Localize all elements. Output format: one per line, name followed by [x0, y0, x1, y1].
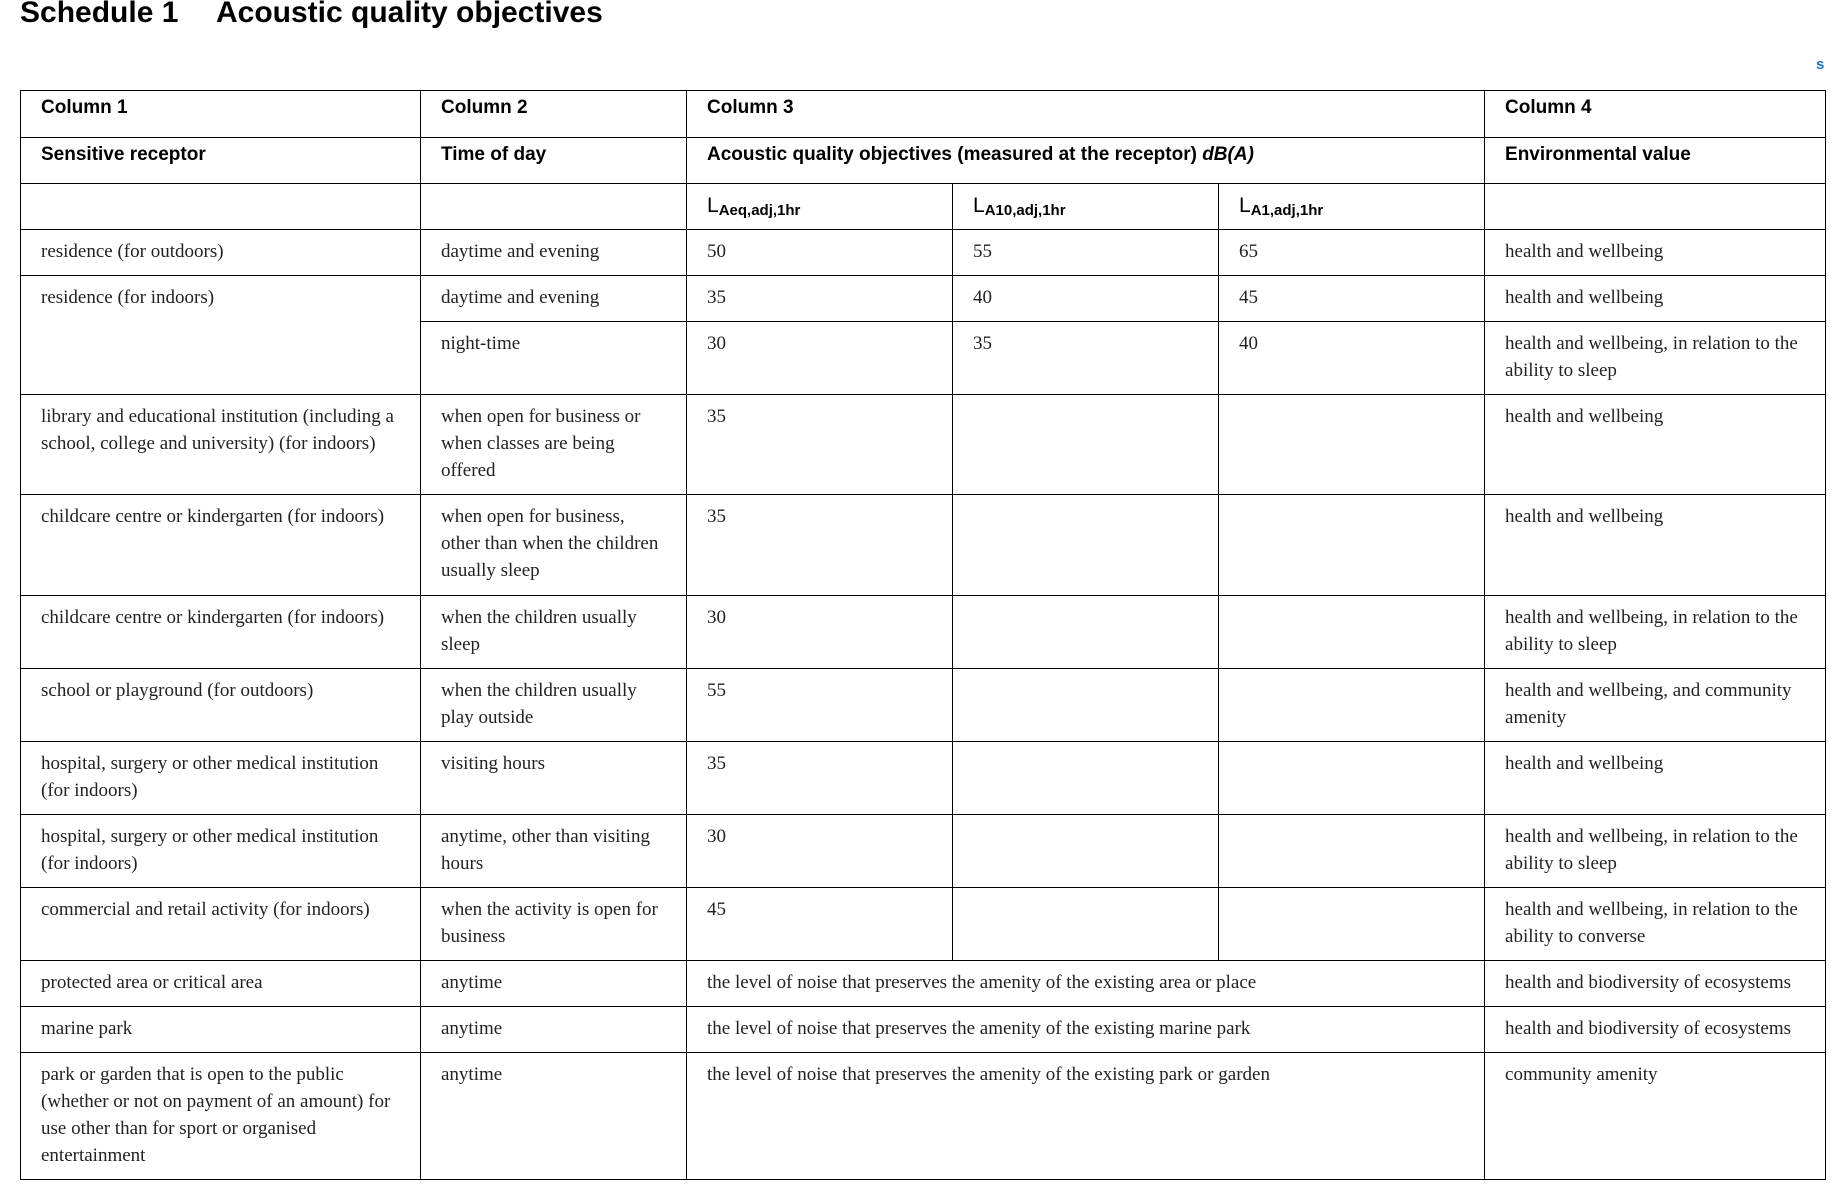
la10-cell: 35 [953, 322, 1219, 395]
column-title-row [21, 138, 1826, 184]
la10-cell [953, 815, 1219, 888]
time-cell: anytime [421, 1007, 687, 1053]
measure-row [21, 184, 1826, 230]
time-cell: when the children usually play outside [421, 669, 687, 742]
unit-label: dB(A) [1202, 144, 1254, 165]
time-cell: when open for business or when classes are being offered [421, 395, 687, 495]
laeq-cell: 35 [687, 495, 953, 596]
la1-cell [1219, 888, 1485, 961]
la1-cell [1219, 596, 1485, 669]
table-row [21, 888, 1826, 961]
column-1-header: Column 1 [21, 91, 421, 138]
value-cell: health and wellbeing [1485, 495, 1826, 596]
time-cell: visiting hours [421, 742, 687, 815]
time-cell: when open for business, other than when the children usually sleep [421, 495, 687, 596]
time-cell: daytime and evening [421, 276, 687, 322]
table-row [21, 395, 1826, 495]
page-title [20, 0, 603, 30]
la1-cell: 40 [1219, 322, 1485, 395]
table-row [21, 276, 1826, 322]
column-number-row [21, 91, 1826, 138]
la1-cell: 65 [1219, 230, 1485, 276]
sensitive-receptor-header: Sensitive receptor [21, 138, 421, 184]
receptor-cell: childcare centre or kindergarten (for indoors) [21, 495, 421, 596]
la1-cell: 45 [1219, 276, 1485, 322]
time-cell: anytime, other than visiting hours [421, 815, 687, 888]
column-2-header: Column 2 [421, 91, 687, 138]
la10-cell: 40 [953, 276, 1219, 322]
table-row [21, 742, 1826, 815]
receptor-cell: residence (for outdoors) [21, 230, 421, 276]
schedule-title: Acoustic quality objectives [216, 0, 603, 29]
value-cell: health and wellbeing, and community amenity [1485, 669, 1826, 742]
table-row [21, 961, 1826, 1007]
value-cell: health and wellbeing, in relation to the ability to sleep [1485, 322, 1826, 395]
empty-cell [421, 184, 687, 230]
value-cell: health and wellbeing, in relation to the ability to sleep [1485, 596, 1826, 669]
column-3-header: Column 3 [687, 91, 1485, 138]
la10-cell [953, 742, 1219, 815]
la10-cell [953, 888, 1219, 961]
la1-cell [1219, 395, 1485, 495]
time-cell: daytime and evening [421, 230, 687, 276]
time-cell: night-time [421, 322, 687, 395]
la1-cell [1219, 669, 1485, 742]
measure-subscript: A1,adj,1hr [1250, 202, 1324, 219]
la1-cell [1219, 742, 1485, 815]
time-cell: anytime [421, 1053, 687, 1180]
la10-cell [953, 596, 1219, 669]
acoustic-objectives-table [20, 90, 1826, 1180]
receptor-cell: library and educational institution (including a school, college and university) (for indoors) [21, 395, 421, 495]
la10-cell [953, 395, 1219, 495]
time-cell: when the children usually sleep [421, 596, 687, 669]
laeq-cell: 35 [687, 395, 953, 495]
value-cell: health and biodiversity of ecosystems [1485, 1007, 1826, 1053]
la10-cell [953, 495, 1219, 596]
la10-cell [953, 669, 1219, 742]
objective-cell: the level of noise that preserves the amenity of the existing area or place [687, 961, 1485, 1007]
la1-cell [1219, 495, 1485, 596]
environmental-value-header: Environmental value [1485, 138, 1826, 184]
objective-cell: the level of noise that preserves the amenity of the existing park or garden [687, 1053, 1485, 1180]
table-row [21, 230, 1826, 276]
receptor-cell: residence (for indoors) [21, 276, 421, 395]
value-cell: health and wellbeing [1485, 742, 1826, 815]
receptor-cell: childcare centre or kindergarten (for indoors) [21, 596, 421, 669]
value-cell: health and biodiversity of ecosystems [1485, 961, 1826, 1007]
table-row [21, 1007, 1826, 1053]
measure-la10-header [953, 184, 1219, 230]
table-row [21, 669, 1826, 742]
receptor-cell: marine park [21, 1007, 421, 1053]
table-row [21, 495, 1826, 596]
receptor-cell: school or playground (for outdoors) [21, 669, 421, 742]
laeq-cell: 55 [687, 669, 953, 742]
receptor-cell: commercial and retail activity (for indoors) [21, 888, 421, 961]
laeq-cell: 30 [687, 815, 953, 888]
measure-la1-header [1219, 184, 1485, 230]
empty-cell [21, 184, 421, 230]
laeq-cell: 35 [687, 742, 953, 815]
value-cell: health and wellbeing [1485, 395, 1826, 495]
laeq-cell: 30 [687, 322, 953, 395]
acoustic-objectives-header [687, 138, 1485, 184]
receptor-cell: park or garden that is open to the public (whether or not on payment of an amount) for use other than for sport or organised entertainment [21, 1053, 421, 1180]
table-row [21, 596, 1826, 669]
value-cell: health and wellbeing, in relation to the ability to converse [1485, 888, 1826, 961]
receptor-cell: protected area or critical area [21, 961, 421, 1007]
receptor-cell: hospital, surgery or other medical institution (for indoors) [21, 742, 421, 815]
laeq-cell: 50 [687, 230, 953, 276]
measure-laeq-header [687, 184, 953, 230]
laeq-cell: 30 [687, 596, 953, 669]
measure-symbol: L [1239, 194, 1251, 217]
table-row [21, 1053, 1826, 1180]
value-cell: health and wellbeing [1485, 230, 1826, 276]
receptor-cell: hospital, surgery or other medical institution (for indoors) [21, 815, 421, 888]
la1-cell [1219, 815, 1485, 888]
measure-symbol: L [707, 194, 719, 217]
objective-cell: the level of noise that preserves the amenity of the existing marine park [687, 1007, 1485, 1053]
value-cell: community amenity [1485, 1053, 1826, 1180]
empty-cell [1485, 184, 1826, 230]
table-row [21, 815, 1826, 888]
column-4-header: Column 4 [1485, 91, 1826, 138]
time-cell: when the activity is open for business [421, 888, 687, 961]
time-of-day-header: Time of day [421, 138, 687, 184]
measure-symbol: L [973, 194, 985, 217]
measure-subscript: A10,adj,1hr [984, 202, 1066, 219]
acoustic-objectives-text: Acoustic quality objectives (measured at the receptor) [707, 144, 1197, 165]
measure-subscript: Aeq,adj,1hr [718, 202, 801, 219]
value-cell: health and wellbeing [1485, 276, 1826, 322]
time-cell: anytime [421, 961, 687, 1007]
laeq-cell: 35 [687, 276, 953, 322]
value-cell: health and wellbeing, in relation to the ability to sleep [1485, 815, 1826, 888]
laeq-cell: 45 [687, 888, 953, 961]
la10-cell: 55 [953, 230, 1219, 276]
schedule-number: Schedule 1 [20, 0, 179, 29]
edge-link[interactable]: s [1816, 56, 1825, 73]
